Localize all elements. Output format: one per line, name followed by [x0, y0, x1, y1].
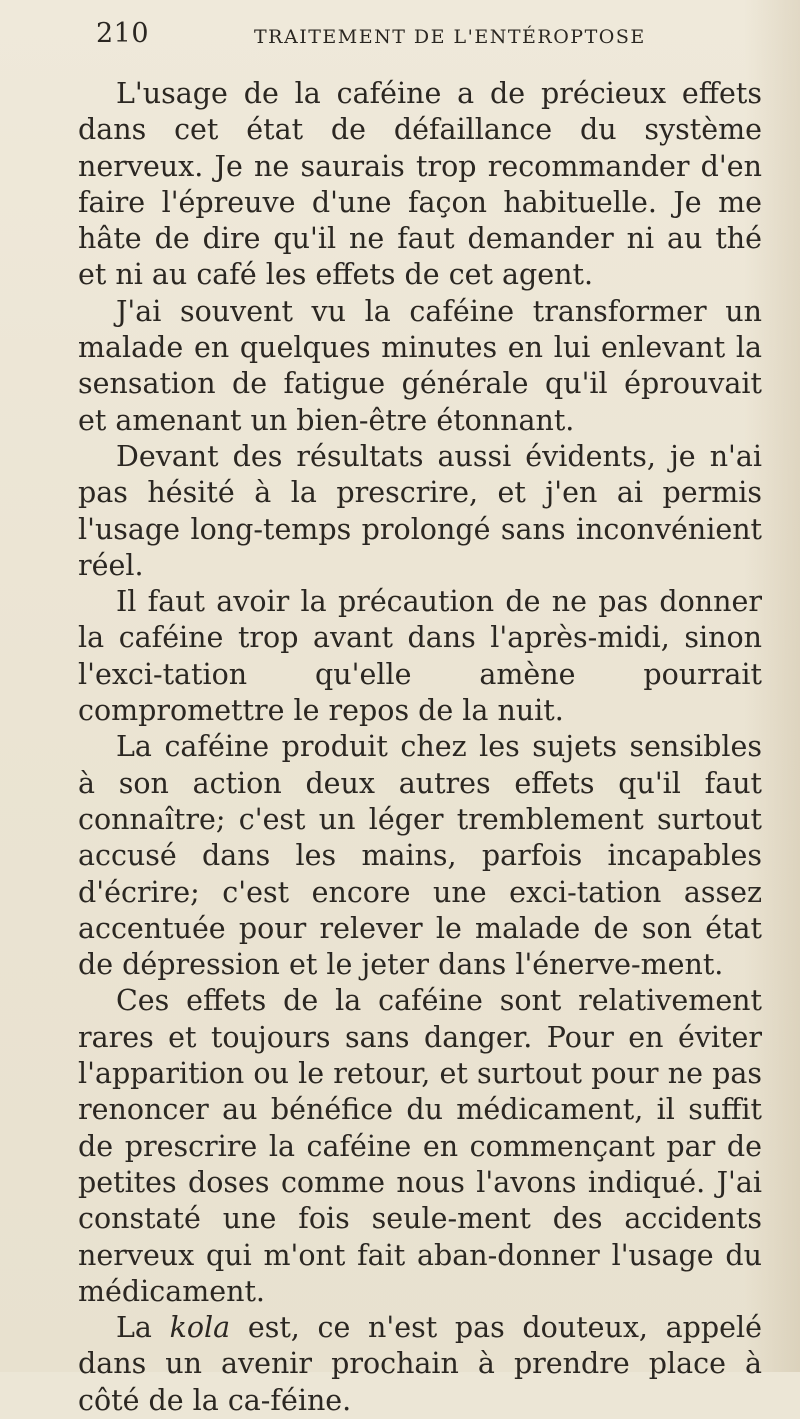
paragraph-timing-precaution: Il faut avoir la précaution de ne pas donner la caféine trop avant dans l'après-midi, sinon l'exci-tation qu'elle amène pourrait compromettre le repos de la nuit.	[78, 585, 762, 728]
running-head	[96, 18, 736, 62]
kola-suffix: est, ce n'est pas douteux, appelé dans un avenir prochain à prendre place à côté de la ca-féine.	[78, 1311, 762, 1417]
running-title: TRAITEMENT DE L'ENTÉROPTOSE	[254, 26, 646, 48]
kola-word: kola	[169, 1311, 231, 1345]
paragraph-caffeine-transformation: J'ai souvent vu la caféine transformer un malade en quelques minutes en lui enlevant la sensation de fatigue générale qu'il éprouvait et amenant un bien-être étonnant.	[78, 294, 762, 437]
paragraph-rare-effects: Ces effets de la caféine sont relativement rares et toujours sans danger. Pour en éviter l'apparition ou le retour, et surtout pour ne pas renoncer au bénéfice du médicament, il suffit de prescrire la caféine en commençant par de petites doses comme nous l'avons indiqué. J'ai constaté une fois seule-ment des accidents nerveux qui m'ont fait aban-donner l'usage du médicament.	[78, 984, 762, 1308]
page-number: 210	[96, 18, 150, 49]
paragraph-prescription: Devant des résultats aussi évidents, je n'ai pas hésité à la prescrire, et j'en ai permis l'usage long-temps prolongé sans inconvénient réel.	[78, 439, 762, 582]
paragraph-caffeine-usage: L'usage de la caféine a de précieux effets dans cet état de défaillance du système nerveux. Je ne saurais trop recommander d'en faire l'épreuve d'une façon habituelle. Je me hâte de dire qu'il ne faut demander ni au thé et ni au café les effets de cet agent.	[78, 77, 762, 292]
kola-prefix: La	[116, 1311, 170, 1345]
paragraph-side-effects: La caféine produit chez les sujets sensibles à son action deux autres effets qu'il faut connaître; c'est un léger tremblement surtout accusé dans les mains, parfois incapables d'écrire; c'est encore une exci-tation assez accentuée pour relever le malade de son état de dépression et le jeter dans l'énerve-ment.	[78, 730, 762, 982]
body-text	[78, 76, 762, 1419]
paragraph-kola	[78, 1310, 762, 1419]
